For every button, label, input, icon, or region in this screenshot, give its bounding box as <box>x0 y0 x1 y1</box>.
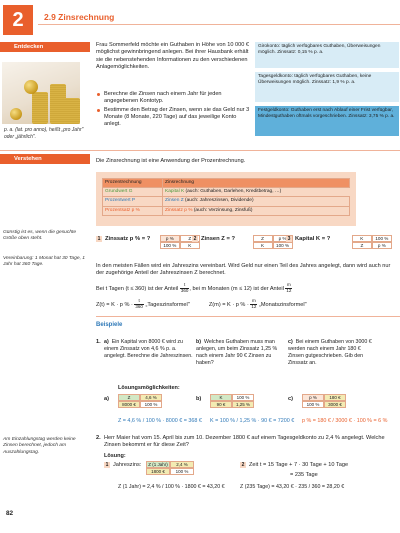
example-1b-text: Welches Guthaben muss man anlegen, um beim Zinssatz 1,25 % nach einem Jahr 90 € Zinsen zu haben? <box>196 339 278 367</box>
step-1-grid <box>146 461 194 475</box>
formula-months-name: „Monatszinsformel" <box>258 301 307 308</box>
table-cell: (auch: Verzinsung, Zinsfuß) <box>193 207 253 213</box>
section-divider <box>0 150 400 151</box>
grid-cell: 100 % <box>160 242 180 249</box>
frac-numerator: m <box>252 298 256 303</box>
example-1a-text: Ein Kapital von 8000 € wird zu einem Zinssatz von 4,6 % p. a. angelegt. Berechne die Jahreszinsen. <box>104 339 193 360</box>
offer-tagesgeld: Tagesgeldkonto: täglich verfügbares Guthaben, keine Überweisungen möglich. Zinssatz: 1,9 % p. a. <box>255 72 399 102</box>
frac-numerator: m <box>287 282 291 287</box>
grid-cell: 100 % <box>273 242 293 249</box>
grid-cell: p % <box>273 235 293 242</box>
beispiele-divider <box>96 316 400 317</box>
step-2-label: Zeit t = 15 Tage + 7 · 30 Tage + 10 Tage <box>249 462 349 468</box>
table-cell: Prozentwert P <box>103 197 163 206</box>
table-cell: Prozentsatz p % <box>103 206 163 215</box>
grid-cell: 2,4 % <box>170 461 194 468</box>
entdecken-bullets <box>96 91 254 129</box>
grid-cell: 1,25 % <box>232 401 254 408</box>
entdecken-tag: Entdecken <box>0 42 90 52</box>
chapter-number: 2 <box>3 5 33 35</box>
grid-cell: Z <box>180 235 200 242</box>
case-title: Kapital K = ? <box>295 236 331 242</box>
table-cell: Kapital K <box>165 189 185 195</box>
anteil-line <box>96 283 396 294</box>
bullet-item: Bestimme den Betrag der Zinsen, wenn sie das Geld nur 3 Monate (8 Monate, 220 Tage) auf das jeweilige Konto anlegt. <box>96 107 254 129</box>
example-1b: b) Welches Guthaben muss man anlegen, um beim Zinssatz 1,25 % nach einem Jahr 90 € Zinsen zu haben? <box>196 339 278 367</box>
grid-cell: 8000 € <box>118 401 140 408</box>
comparison-table <box>96 172 356 226</box>
step-1-calc: Z (1 Jahr) = 2,4 % / 100 % · 1800 € = 43,20 € <box>118 484 225 490</box>
frac-numerator: t <box>134 299 144 305</box>
zins-formulas <box>96 299 396 310</box>
formula-days: Z(t) = K · p % · <box>96 301 133 308</box>
offer-girokonto: Girokonto: täglich verfügbares Guthaben, Überweisungen möglich. Zinssatz: 0,15 % p. a. <box>255 42 399 68</box>
step-2-sub: = 235 Tage <box>290 472 318 478</box>
grid-cell: p % <box>372 242 392 249</box>
grid-cell: p % <box>160 235 180 242</box>
calc-a: Z = 4,6 % / 100 % · 8000 € = 368 € <box>118 418 202 424</box>
grid-cell: Z <box>118 394 140 401</box>
case-2 <box>192 231 293 249</box>
example-2-number: 2. <box>96 435 101 441</box>
grid-b <box>210 394 254 408</box>
step-2: 2 Zeit t = 15 Tage + 7 · 30 Tage + 10 Tage <box>241 462 349 468</box>
table-cell: (auch: Guthaben, Darlehen, Kreditbetrag, …) <box>185 189 282 195</box>
grid-cell: 90 € <box>210 401 232 408</box>
formula-months: Z(m) = K · p % · <box>208 301 249 308</box>
grid-cell: 180 € <box>324 394 346 401</box>
bullet-item: Berechne die Zinsen nach einem Jahr für jeden angegebenen Kontotyp. <box>96 91 254 106</box>
grid-c <box>302 394 346 408</box>
example-1c-text: Bei einem Guthaben von 3000 € werden nach einem Jahr 180 € Zinsen gutgeschrieben. Gib den Zinssatz an. <box>288 339 372 367</box>
table-header: Zinsrechnung <box>163 179 350 188</box>
case-title: Zinsen Z = ? <box>201 236 235 242</box>
example-1-number: 1. <box>96 339 101 345</box>
table-cell: Grundwert G <box>103 188 163 197</box>
case-3 <box>286 231 392 249</box>
label-a: a) <box>104 396 109 402</box>
jahreszins-paragraph: In den meisten Fällen wird ein Jahreszins vereinbart. Wird Geld nur einen Teil des Jahres angelegt, dann wird auch nur der zugehörige Anteil der Jahreszinsen Z berechnet. <box>96 263 391 277</box>
step-1: 1 Jahreszins: <box>105 462 142 468</box>
case-title: Zinssatz p % = ? <box>105 236 151 242</box>
page-number: 82 <box>6 510 14 517</box>
table-cell: (auch: Jahreszinsen, Dividende) <box>185 198 254 204</box>
example-1a: a) Ein Kapital von 8000 € wird zu einem Zinssatz von 4,6 % p. a. angelegt. Berechne die Jahreszinsen. <box>104 339 193 360</box>
frac-numerator: t <box>180 283 190 289</box>
formula-days-name: „Tageszinsformel" <box>145 301 190 308</box>
grid-cell: K <box>253 242 273 249</box>
anteil-days-label: Bei t Tagen (t ≤ 360) ist der Anteil <box>96 285 179 292</box>
frac-denominator: 12 <box>286 287 292 293</box>
calc-c: p % = 180 € / 3000 € · 100 % = 6 % <box>302 418 388 424</box>
entdecken-intro: Frau Sommerfeld möchte ein Guthaben in Höhe von 10 000 € möglichst gewinnbringend anlegen. Bei ihrer Hausbank erhält sie die nebenstehenden Informationen zu den verschiedenen Anlagemöglichkeiten. <box>96 42 249 70</box>
solutions-label: Lösungsmöglichkeiten: <box>118 385 180 391</box>
example-1c: c) Bei einem Guthaben von 3000 € werden nach einem Jahr 180 € Zinsen gutgeschrieben. Gib den Zinssatz an. <box>288 339 372 367</box>
case-number: 1 <box>97 236 101 242</box>
verstehen-lead: Die Zinsrechnung ist eine Anwendung der Prozentrechnung. <box>96 158 246 164</box>
step-1-label: Jahreszins: <box>113 462 142 468</box>
coins-photo <box>2 62 80 124</box>
header-rule <box>38 24 400 25</box>
case-number: 2 <box>193 236 197 242</box>
grid-cell: K <box>210 394 232 401</box>
side-note-einzahlung: Am Einzahlungstag werden keine Zinsen berechnet, jedoch am Auszahlungstag. <box>3 437 76 455</box>
grid-cell: 100 % <box>302 401 324 408</box>
grid-cell: K <box>180 242 200 249</box>
example-2-text: Herr Maier hat vom 15. April bis zum 10. Dezember 1800 € auf einem Tagesgeldkonto zu 2,4 % angelegt. Welche Zinsen bekommt er für diese Zeit? <box>104 435 385 449</box>
section-title: 2.9 Zinsrechnung <box>44 12 115 22</box>
table-header: Prozentrechnung <box>103 179 163 188</box>
grid-cell: 100 % <box>170 468 194 475</box>
grid-cell: Z <box>352 242 372 249</box>
table-cell: Zinssatz p % <box>165 207 193 213</box>
grid-cell: 100 % <box>372 235 392 242</box>
solution-label: Lösung: <box>104 453 126 459</box>
verstehen-tag: Verstehen <box>0 154 90 164</box>
case-number: 3 <box>287 236 291 242</box>
grid-cell: 100 % <box>232 394 254 401</box>
frac-denominator: 12 <box>251 303 257 309</box>
label-c: c) <box>288 396 293 402</box>
table-cell: Zinsen Z <box>165 198 184 204</box>
grid-cell: 100 % <box>140 401 162 408</box>
beispiele-title: Beispiele <box>96 322 123 328</box>
anteil-months-label: , bei m Monaten (m ≤ 12) ist der Anteil <box>189 285 284 292</box>
side-note-top: Günstig ist es, wenn die gesuchte Größe oben steht. <box>3 230 77 242</box>
grid-cell: 1800 € <box>146 468 170 475</box>
photo-caption: p. a. (lat. pro anno), heißt „pro Jahr" oder „jährlich". <box>4 127 84 140</box>
calc-b: K = 100 % / 1,25 % · 90 € = 7200 € <box>210 418 295 424</box>
grid-cell: 3000 € <box>324 401 346 408</box>
grid-cell: Z (1 Jahr) <box>146 461 170 468</box>
frac-denominator: 360 <box>180 287 189 293</box>
label-b: b) <box>196 396 202 402</box>
frac-denominator: 360 <box>135 303 143 309</box>
grid-cell: 4,6 % <box>140 394 162 401</box>
offer-festgeld: Festgeldkonto: Guthaben erst nach Ablauf einer Frist verfügbar, Mindestguthaben oftmals vorgeschrieben. Zinssatz: 3,75 % p. a. <box>255 106 399 136</box>
grid-a <box>118 394 162 408</box>
grid-cell: K <box>352 235 372 242</box>
case-1 <box>96 231 200 249</box>
grid-cell: Z <box>253 235 273 242</box>
step-2-calc: Z (235 Tage) = 43,20 € · 235 / 360 = 28,20 € <box>240 484 345 490</box>
grid-cell: p % <box>302 394 324 401</box>
side-note-convention: Vereinbarung: 1 Monat hat 30 Tage, 1 Jahr hat 360 Tage. <box>3 256 86 268</box>
